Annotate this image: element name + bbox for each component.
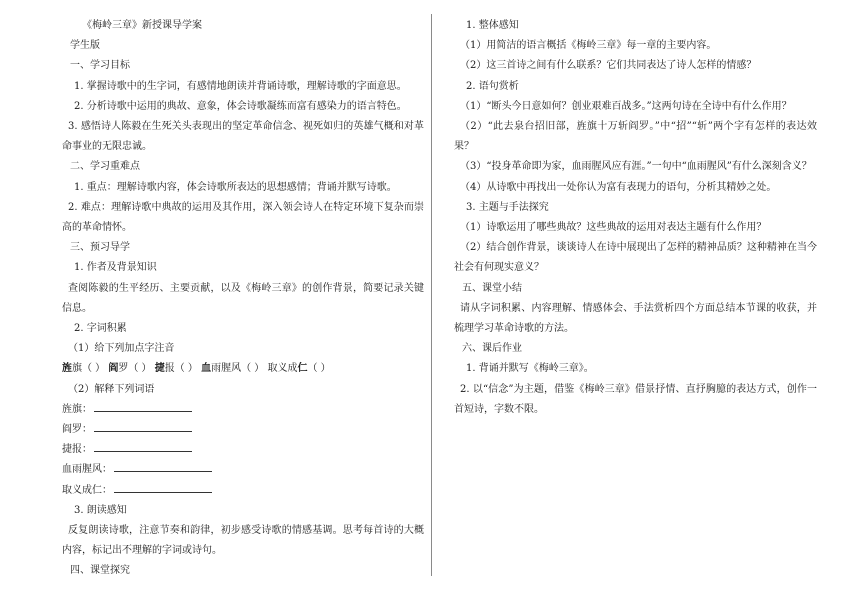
word-3-rest: 报（ ） — [164, 363, 198, 375]
explore-question-2d: （4）从诗歌中再找出一处你认为富有表现力的语句，分析其精妙之处。 — [460, 181, 777, 193]
explore-question-2a: （1）“断头今日意如何？创业艰难百战多。”这两句诗在全诗中有什么作用？ — [460, 100, 792, 112]
definition-label: 血雨腥风： — [62, 464, 112, 476]
definition-row-4 — [62, 460, 424, 480]
explore-question-3b: （2）结合创作背景，谈谈诗人在诗中展现出了怎样的精神品质？这种精神在当今社会有何现实意义？ — [454, 242, 817, 274]
explore-item-2: 2. 语句赏析 — [466, 80, 519, 92]
section-heading-goals: 一、学习目标 — [70, 60, 130, 72]
section-heading-summary: 五、课堂小结 — [462, 282, 522, 294]
preview-item-3-body: 反复朗读诗歌，注意节奏和韵律，初步感受诗歌的情感基调。思考每首诗的大概内容，标记出不理解的字词或诗句。 — [62, 525, 424, 557]
key-point-2: 2. 难点：理解诗歌中典故的运用及其作用，深入领会诗人在特定环境下复杂而崇高的革命情怀。 — [62, 201, 424, 234]
preview-item-2: 2. 字词积累 — [74, 323, 127, 335]
definition-label: 阎罗： — [62, 424, 92, 436]
explore-question-2c: （3）“投身革命即为家，血雨腥风应有涯。”一句中“血雨腥风”有什么深刻含义？ — [460, 161, 812, 173]
goal-2: 2. 分析诗歌中运用的典故、意象，体会诗歌凝练而富有感染力的语言特色。 — [74, 100, 407, 112]
definition-instruction: （2）解释下列词语 — [68, 383, 155, 395]
preview-item-1: 1. 作者及背景知识 — [74, 262, 157, 274]
dotted-char-5: 仁 — [297, 363, 308, 375]
word-4-rest: 雨腥风（ ） — [211, 363, 265, 375]
dotted-char-1: 旌 — [62, 363, 72, 375]
definition-row-3 — [62, 440, 424, 460]
explore-item-3: 3. 主题与手法探究 — [466, 201, 549, 213]
preview-item-1-body: 查阅陈毅的生平经历、主要贡献，以及《梅岭三章》的创作背景，简要记录关键信息。 — [62, 282, 424, 314]
pinyin-instruction: （1）给下列加点字注音 — [68, 343, 175, 355]
definition-row-1 — [62, 400, 424, 420]
goal-1: 1. 掌握诗歌中的生字词，有感情地朗读并背诵诗歌，理解诗歌的字面意思。 — [74, 80, 407, 92]
homework-2: 2. 以“信念”为主题，借鉴《梅岭三章》借景抒情、直抒胸臆的表达方式，创作一首短诗，字数不限。 — [454, 383, 817, 415]
key-point-1: 1. 重点：理解诗歌内容，体会诗歌所表达的思想感情；背诵并默写诗歌。 — [74, 181, 397, 193]
dotted-char-3: 捷 — [154, 363, 165, 375]
right-column — [454, 16, 817, 420]
section-heading-key-points: 二、学习重难点 — [70, 161, 140, 173]
version-label: 学生版 — [70, 40, 100, 52]
document-title: 《梅岭三章》新授课导学案 — [82, 20, 202, 31]
preview-item-3: 3. 朗读感知 — [74, 504, 127, 516]
answer-blank[interactable] — [114, 461, 212, 472]
dotted-char-4: 血 — [201, 363, 212, 375]
word-2-rest: 罗（ ） — [118, 363, 152, 375]
dotted-char-2: 阎 — [108, 363, 119, 375]
explore-question-1b: （2）这三首诗之间有什么联系？它们共同表达了诗人怎样的情感？ — [460, 60, 757, 72]
answer-blank[interactable] — [114, 482, 212, 493]
answer-blank[interactable] — [94, 421, 192, 432]
section-heading-homework: 六、课后作业 — [462, 343, 522, 355]
answer-blank[interactable] — [94, 441, 192, 452]
definition-row-2 — [62, 420, 424, 440]
explore-question-2b: （2）“此去泉台招旧部，旌旗十万斩阎罗。”中“招”“斩”两个字有怎样的表达效果？ — [454, 121, 817, 153]
section-heading-classroom: 四、课堂探究 — [70, 565, 130, 577]
summary-body: 请从字词积累、内容理解、情感体会、手法赏析四个方面总结本节课的收获，并梳理学习革命诗歌的方法。 — [454, 302, 817, 335]
section-heading-preview: 三、预习导学 — [70, 242, 130, 254]
column-divider — [431, 14, 432, 576]
word-5-start: 取义成 — [267, 363, 298, 375]
definition-label: 取义成仁： — [62, 484, 112, 496]
homework-1: 1. 背诵并默写《梅岭三章》。 — [466, 363, 594, 375]
goal-3: 3. 感悟诗人陈毅在生死关头表现出的坚定革命信念、视死如归的英雄气概和对革命事业的无限忠诚。 — [62, 121, 424, 153]
word-5-rest: （ ） — [307, 363, 331, 375]
word-1-rest: 旗（ ） — [72, 363, 106, 375]
definition-row-5 — [62, 481, 424, 501]
definition-label: 旌旗： — [62, 403, 92, 415]
explore-question-1a: （1）用简洁的语言概括《梅岭三章》每一章的主要内容。 — [460, 40, 717, 52]
explore-item-1: 1. 整体感知 — [466, 20, 519, 31]
definition-label: 捷报： — [62, 444, 92, 456]
left-column — [62, 16, 424, 582]
explore-question-3a: （1）诗歌运用了哪些典故？这些典故的运用对表达主题有什么作用？ — [460, 222, 767, 234]
pinyin-word-row — [62, 359, 424, 379]
answer-blank[interactable] — [94, 401, 192, 412]
